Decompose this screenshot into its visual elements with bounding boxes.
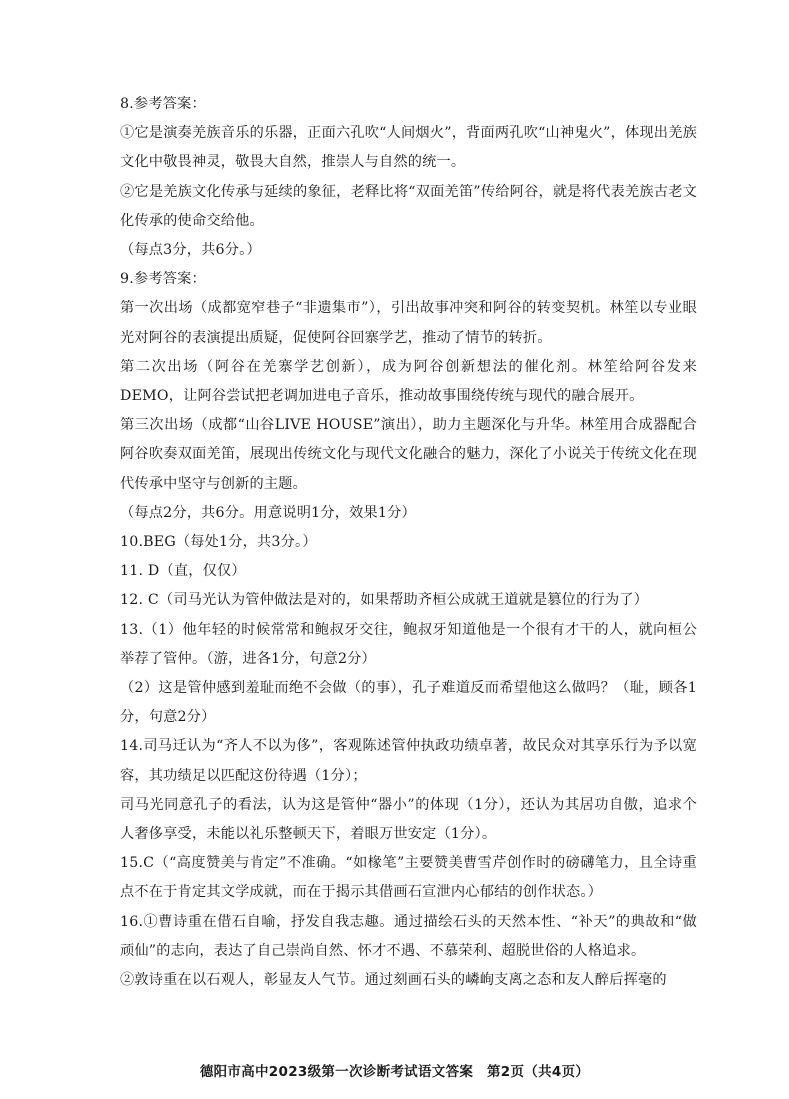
q9-score-note: （每点2分，共6分。用意说明1分，效果1分） bbox=[120, 504, 416, 521]
q11-answer: 11. D（直，仅仅） bbox=[120, 563, 246, 580]
q9-point-1: 第一次出场（成都宽窄巷子“非遗集市”），引出故事冲突和阿谷的转变契机。林笙以专业眼光对阿谷的表演提出质疑，促使阿谷回寨学艺，推动了情节的转折。 bbox=[120, 300, 697, 346]
q15-answer: 15.C（“高度赞美与肯定”不准确。“如椽笔”主要赞美曹雪芹创作时的磅礴笔力，且全诗重点不在于肯定其文学成就，而在于揭示其借画石宣泄内心郁结的创作状态。） bbox=[120, 855, 697, 901]
q12-answer: 12. C（司马光认为管仲做法是对的，如果帮助齐桓公成就王道就是篡位的行为了） bbox=[120, 592, 649, 609]
q13-part-2: （2）这是管仲感到羞耻而绝不会做（的事），孔子难道反而希望他这么做吗？（耻，顾各1分，句意2分） bbox=[120, 680, 697, 726]
q9-point-3: 第三次出场（成都“山谷LIVE HOUSE”演出），助力主题深化与升华。林笙用合成器配合阿谷吹奏双面羌笛，展现出传统文化与现代文化融合的魅力，深化了小说关于传统文化在现代传承中坚守与创新的主题。 bbox=[120, 417, 697, 492]
answer-content bbox=[120, 90, 697, 995]
q10-answer: 10.BEG（每处1分，共3分。） bbox=[120, 534, 317, 551]
q16-point-2: ②敦诗重在以石观人，彰显友人气节。通过刻画石头的嶙峋支离之态和友人醉后挥毫的 bbox=[120, 972, 667, 989]
q9-heading: 9.参考答案： bbox=[120, 271, 206, 288]
q8-heading: 8.参考答案： bbox=[120, 96, 206, 112]
q8-point-2: ②它是羌族文化传承与延续的象征，老释比将“双面羌笛”传给阿谷，就是将代表羌族古老文化传承的使命交给他。 bbox=[120, 183, 697, 229]
q9-point-2: 第二次出场（阿谷在羌寨学艺创新），成为阿谷创新想法的催化剂。林笙给阿谷发来DEMO，让阿谷尝试把老调加进电子音乐，推动故事围绕传统与现代的融合展开。 bbox=[120, 358, 697, 405]
page-footer: 德阳市高中2023级第一次诊断考试语文答案 第2页（共4页） bbox=[199, 1064, 590, 1080]
q14-point-2: 司马光同意孔子的看法，认为这是管仲“器小”的体现（1分），还认为其居功自傲，追求个人奢侈享受，未能以礼乐整顿天下，着眼万世安定（1分）。 bbox=[120, 796, 697, 843]
q14-point-1: 14.司马迁认为“齐人不以为侈”，客观陈述管仲执政功绩卓著，故民众对其享乐行为予以宽容，其功绩足以匹配这份待遇（1分）； bbox=[120, 738, 697, 784]
q8-point-1: ①它是演奏羌族音乐的乐器，正面六孔吹“人间烟火”，背面两孔吹“山神鬼火”，体现出羌族文化中敬畏神灵，敬畏大自然，推崇人与自然的统一。 bbox=[120, 125, 697, 171]
q16-point-1: 16.①曹诗重在借石自喻，抒发自我志趣。通过描绘石头的天然本性、“补天”的典故和“做顽仙”的志向，表达了自己崇尚自然、怀才不遇、不慕荣利、超脱世俗的人格追求。 bbox=[120, 913, 697, 959]
q13-part-1: 13.（1）他年轻的时候常常和鲍叔牙交往，鲍叔牙知道他是一个很有才干的人，就向桓公举荐了管仲。（游，进各1分，句意2分） bbox=[120, 621, 697, 667]
q8-score-note: （每点3分，共6分。） bbox=[120, 242, 261, 259]
